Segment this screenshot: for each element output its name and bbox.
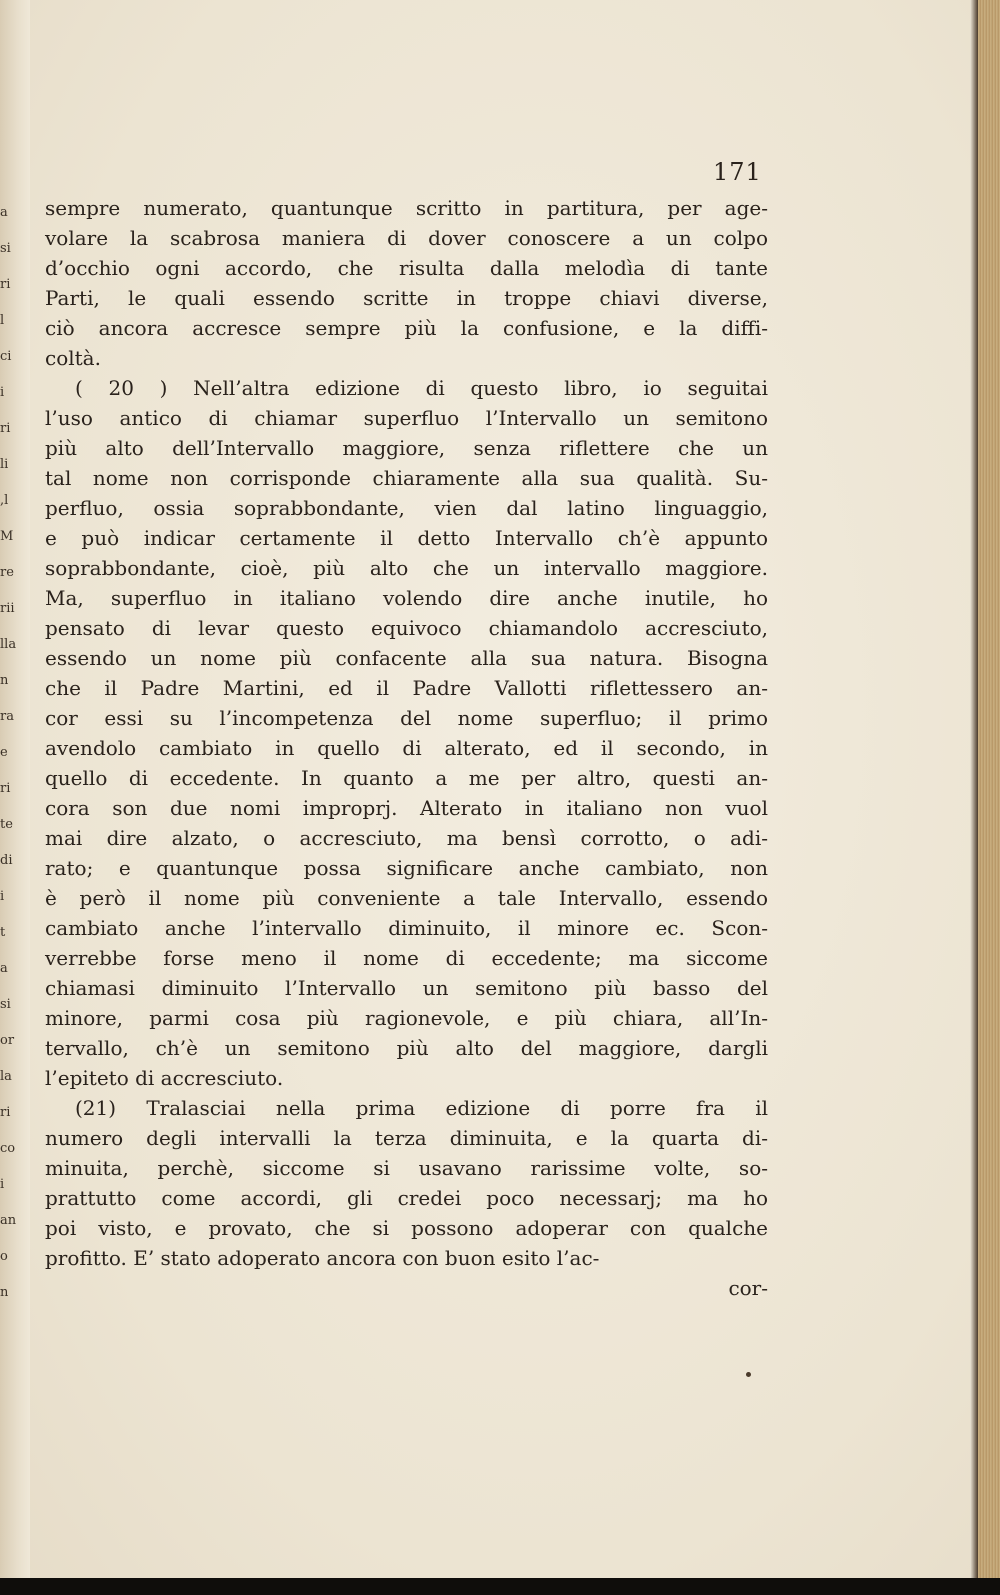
text-line: prattutto come accordi, gli credei poco necessarj; ma ho — [45, 1186, 768, 1210]
previous-page-fragment: lla — [0, 637, 17, 652]
previous-page-fragment: n — [0, 673, 9, 688]
text-line: essendo un nome più confacente alla sua natura. Bisogna — [45, 646, 768, 670]
previous-page-fragment: li — [0, 457, 9, 472]
previous-page-fragment: ra — [0, 709, 14, 724]
text-line: verrebbe forse meno il nome di eccedente; ma siccome — [45, 946, 768, 970]
text-line: minore, parmi cosa più ragionevole, e più chiara, all’In- — [45, 1006, 768, 1030]
previous-page-fragment: ,l — [0, 493, 9, 508]
previous-page-fragment: a — [0, 205, 8, 220]
text-line: cora son due nomi improprj. Alterato in italiano non vuol — [45, 796, 768, 820]
previous-page-fragment: l — [0, 313, 5, 328]
previous-page-fragment: M — [0, 529, 14, 544]
previous-page-fragment: co — [0, 1141, 16, 1156]
text-line: profitto. E’ stato adoperato ancora con buon esito l’ac- — [45, 1246, 600, 1270]
previous-page-fragment: rii — [0, 601, 15, 616]
text-line: e può indicar certamente il detto Intervallo ch’è appunto — [45, 526, 768, 550]
gutter-previous-page — [0, 0, 30, 1578]
text-line: (21) Tralasciai nella prima edizione di porre fra il — [75, 1096, 768, 1120]
text-line: pensato di levar questo equivoco chiamandolo accresciuto, — [45, 616, 768, 640]
previous-page-fragment: i — [0, 385, 5, 400]
page-number: 171 — [713, 158, 762, 186]
text-line: poi visto, e provato, che si possono adoperar con qualche — [45, 1216, 768, 1240]
ink-spot — [746, 1372, 751, 1377]
previous-page-fragment: an — [0, 1213, 17, 1228]
previous-page-fragment: si — [0, 997, 11, 1012]
book-fore-edge — [978, 0, 1000, 1578]
text-line: coltà. — [45, 346, 101, 370]
text-line: tervallo, ch’è un semitono più alto del maggiore, dargli — [45, 1036, 768, 1060]
text-line: minuita, perchè, siccome si usavano rarissime volte, so- — [45, 1156, 768, 1180]
text-line: cor essi su l’incompetenza del nome superfluo; il primo — [45, 706, 768, 730]
text-line: è però il nome più conveniente a tale Intervallo, essendo — [45, 886, 768, 910]
text-line: ( 20 ) Nell’altra edizione di questo libro, io seguitai — [75, 376, 768, 400]
text-line: numero degli intervalli la terza diminuita, e la quarta di- — [45, 1126, 768, 1150]
scan-bottom-border — [0, 1578, 1000, 1595]
previous-page-fragment: i — [0, 889, 5, 904]
text-line: l’epiteto di accresciuto. — [45, 1066, 284, 1090]
text-line: quello di eccedente. In quanto a me per altro, questi an- — [45, 766, 768, 790]
text-line: d’occhio ogni accordo, che risulta dalla melodìa di tante — [45, 256, 768, 280]
previous-page-fragment: la — [0, 1069, 12, 1084]
previous-page-fragment: o — [0, 1249, 8, 1264]
text-line: Parti, le quali essendo scritte in troppe chiavi diverse, — [45, 286, 768, 310]
text-line: l’uso antico di chiamar superfluo l’Intervallo un semitono — [45, 406, 768, 430]
text-line: cambiato anche l’intervallo diminuito, il minore ec. Scon- — [45, 916, 768, 940]
previous-page-fragment: ri — [0, 781, 11, 796]
text-line: più alto dell’Intervallo maggiore, senza riflettere che un — [45, 436, 768, 460]
previous-page-fragment: t — [0, 925, 6, 940]
previous-page-fragment: ri — [0, 1105, 11, 1120]
page-edge-shadow — [970, 0, 978, 1578]
text-line: avendolo cambiato in quello di alterato, ed il secondo, in — [45, 736, 768, 760]
text-line: perfluo, ossia soprabbondante, vien dal latino linguaggio, — [45, 496, 768, 520]
previous-page-fragment: a — [0, 961, 8, 976]
text-line: rato; e quantunque possa significare anche cambiato, non — [45, 856, 768, 880]
previous-page-fragment: e — [0, 745, 8, 760]
text-line: volare la scabrosa maniera di dover conoscere a un colpo — [45, 226, 768, 250]
previous-page-fragment: si — [0, 241, 11, 256]
previous-page-fragment: n — [0, 1285, 9, 1300]
previous-page-fragment: ri — [0, 277, 11, 292]
text-line: Ma, superfluo in italiano volendo dire anche inutile, ho — [45, 586, 768, 610]
previous-page-fragment: re — [0, 565, 14, 580]
previous-page-fragment: ri — [0, 421, 11, 436]
text-line: soprabbondante, cioè, più alto che un intervallo maggiore. — [45, 556, 768, 580]
previous-page-fragment: te — [0, 817, 13, 832]
text-line: chiamasi diminuito l’Intervallo un semitono più basso del — [45, 976, 768, 1000]
previous-page-fragment: i — [0, 1177, 5, 1192]
text-line: sempre numerato, quantunque scritto in partitura, per age- — [45, 196, 768, 220]
previous-page-fragment: or — [0, 1033, 15, 1048]
previous-page-fragment: di — [0, 853, 13, 868]
text-line: ciò ancora accresce sempre più la confusione, e la diffi- — [45, 316, 768, 340]
text-line: tal nome non corrisponde chiaramente alla sua qualità. Su- — [45, 466, 768, 490]
previous-page-fragment: ci — [0, 349, 12, 364]
text-line: mai dire alzato, o accresciuto, ma bensì corrotto, o adi- — [45, 826, 768, 850]
catchword: cor- — [728, 1276, 768, 1300]
text-line: che il Padre Martini, ed il Padre Vallotti riflettessero an- — [45, 676, 768, 700]
body-text — [45, 193, 768, 1303]
